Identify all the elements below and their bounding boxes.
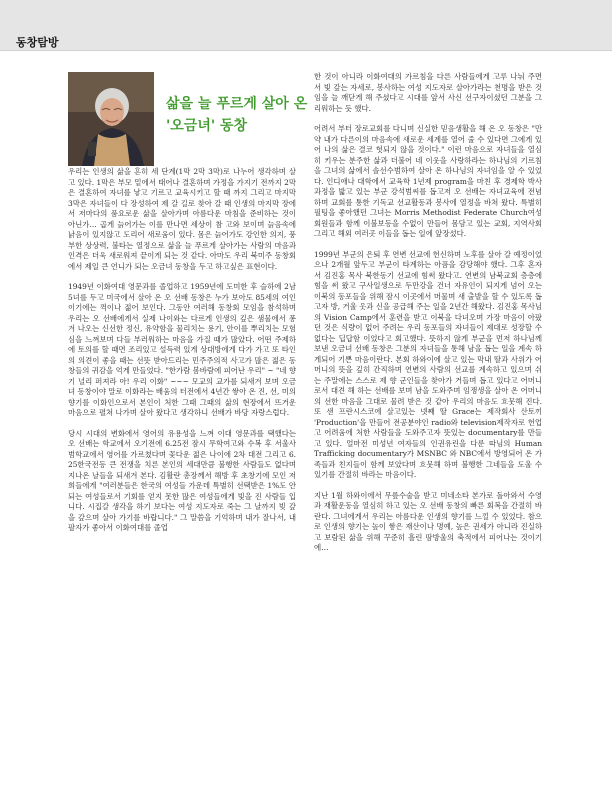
paragraph: 당시 시대의 변화에서 영어의 유용성을 느껴 이대 영문과를 택했다는 오 선배는 학교에서 오기전에 6.25전 잠시 무학여고와 수복 후 서울사범학교에서 영어를 가르쳤다며 꽃다운 젊은 나이에 2차 대전 그리고 6. 25한국전등 큰 전쟁을 치른 본인의 세대만큼 불행한 사람들도 없다며 지나온 날들을 되새겨 본다. 김활란 총장께서 해방 후 초창기에 모인 저희들에게 "여러분들은 한국의 여성들 가운데 특별히 선택받은 1%도 안 되는 여성들로서 기회를 얻지 못한 많은 여성들에게 빛을 진 사람들 입니다. 시집갈 생각을 하기 보다는 여성 지도자로 죽는 그 날까지 빚 갚을 갚으며 살아 가기를 바랍니다." 그 말씀을 기억하며 내가 잘나서, 내 팔자가 좋아서 이화여대를 졸업 [68, 428, 296, 532]
paragraph: 1999년 부군의 은퇴 후 연변 선교에 헌신하며 노후를 살아 갈 예정이었으나 2개월 앞두고 부군이 타계하는 아픔을 감당해야 했다. 그후 혼자서 김진홍 목사 북한동기 선교에 힘써 왔다고. 연변의 남북교회 층층에 힘을 써 왔고 구사일생으로 두만강을 건너 자유인이 되지게 넘어 오는 이북의 동포들을 위해 잠시 이곳에서 머물며 새 출발을 할 수 있도록 돕고자 방, 거울 옷과 신을 공급해 주는 일을 2년간 해왔다. 김진홍 목사님의 Vision Camp에서 훈련을 받고 이북을 다녀오며 가장 마음이 아팠던 것은 식량이 없어 주려는 우리 동포들의 자녀들이 제대로 성장할 수 없다는 딥답함 이었다고 회고했다. 뜻하지 않게 부군을 먼저 하나님께 보낸 오금녀 선배 동창은 그분의 자녀들을 통해 남을 돕는 일을 계속 하게되어 기쁜 마음이란다. 본회 하와이에 살고 있는 막내 딸과 사위가 어머니의 뜻을 깊히 간직하며 연변의 사람의 선교를 계속하고 있으며 쉬는 주말에는 스스로 제 향 군인들을 찾아가 거들며 돕고 있다고 어머니로서 대견 해 하는 선배를 보며 남을 도와주며 임쟁생을 살아 온 어머니의 선한 마음을 그대로 물려 받은 것 같아 우리의 마음도 흐뭇해 진다. 또 샌 프란시스코에 살고있는 넷째 딸 Grace는 제작회사 산토끼 'Production'을 만들어 전공분야인 radio와 television제작자로 헌업고 어려움에 처한 사람들을 도와주고자 뜻있는 documentary를 만들고 있다. 얼마전 미성년 여자들의 인권유린을 다룬 따님의 Human Trafficking documentary가 MSNBC 와 NBC에서 방영되어 온 가족들과 친지들이 함께 보았다며 흐뭇해 하며 불행한 그네들을 도울 수 있기를 간절히 바라는 마음이다. [314, 249, 543, 479]
portrait-image [68, 72, 154, 166]
title-line-1: 삶을 늘 푸르게 살아 온 [166, 96, 308, 112]
portrait-photo [68, 72, 154, 166]
paragraph: 1949년 이화여대 영문과를 졸업하고 1959년에 도미한 후 슬하에 2남 5녀를 두고 미국에서 살아 온 오 선배 동창은 누가 보아도 85세의 여인이기에는 꺽이나 젊어 보인다. 그동안 여러해 동창회 모임을 참석하며 우리는 오 선배에게서 실제 나이와는 다르게 인생의 깊은 샘물에서 퐁겨 나오는 신선한 정신, 유약함을 물리치는 용기, 안이를 뿌리치는 모험심을 느껴보며 다들 부러워하는 마음을 가질 때가 많았다. 어떤 주제하에 토의를 할 때면 조리있고 설득력 있게 상대방에게 다가 가고 또 타인의 의견이 좋을 때는 선뜻 받아드리는 민주주의적 사고가 많은 젊은 동창들의 귀감을 억게 만들었다. "한가람 봄바람에 피어난 우리" ~ "네 향기 널리 퍼져라 아! 우리 이화" ~~~ 모교의 교가를 되새겨 보며 오금녀 동창이야 말로 이화라는 배움의 터전에서 4년간 쌓아 온 진, 선, 미의 향기를 이화인으로서 본인이 처한 그때 그때의 삶의 현장에서 뜨거운 마음으로 펼쳐 나가며 살아 왔다고 생각하니 선배가 바당 자랑스럽다. [68, 282, 297, 417]
header-band [0, 0, 612, 51]
paragraph: 어려서 부터 장로교회를 다니며 신실한 믿음생활을 해 온 오 동창은 "만약 내가 다른이의 마음속에 새로운 세계를 열어 줄 수 있다면 그에게 있어 나의 삶은 결코 헛되지 않을 것이다." 이런 마음으로 자녀들을 열심히 키우는 분주한 삶과 더불어 네 이웃을 사랑하라는 하나님의 기르침을 그녀의 삶에서 솔선수범하여 살아 온 하나님의 자녀임을 알 수 있었다. 인디애나 대학에서 교육학 1년제 program을 마친 후 경제학 박사과정을 밟고 있는 부군 강석범씨를 돕고저 오 선배는 자녀교육에 전념하며 교회를 통한 기독교 선교활동과 봉사에 열정을 바쳐 왔다. 특별히 필팅을 좋아했던 그녀는 Morris Methodist Federate Church여성회원들과 함께 이불보등을 수없이 만들어 몸담고 있는 교회, 지역사회 그리고 해외 여러곳 이들을 돕는 일에 앞장섰다. [314, 124, 542, 238]
paragraph: 한 것이 아니라 이화여대의 가르침을 다른 사람들에게 고루 나눠 주면서 빛 갚는 자세로, 봉사하는 여성 지도자로 살아가라는 천명을 받은 것임을 늘 깨닫게 해 주셨다고 시대를 앞서 사신 선구자이셨던 그분을 그리워하는 듯 했다. [314, 72, 542, 113]
paragraph: 우리는 인생의 삶을 흔히 세 단계(1막 2막 3막)로 나누어 생각하며 살고 있다. 1막은 부모 밑에서 태어나 결혼하며 가정을 가지기 전까지 2막은 결혼하여 자녀를 낳고 기르고 교육시키고 할 때 까지 그리고 마지막 3막은 자녀들이 다 장성하여 제 갈 길로 찾아 갈 때 인생의 마지막 장에서 저마다의 품요로운 삶을 살아가며 아름다운 마침을 준비하는 것이 아닌가… 곱게 늙어가는 이를 만나면 세상이 참 고와 보이며 늙음속에 낡음이 있지않고 도리어 새로움이 있다. 몸은 늙어가도 강인한 의지, 풍부한 상상력, 불타는 열정으로 삶을 늘 푸르게 살아가는 사람의 마음과 인격은 더욱 새로워져 끝이게 되는 것 같다. 아마도 우리 북미주 동창회에서 제일 큰 언니가 되는 오금녀 동창을 두고 하고싶은 표현이다. [68, 167, 297, 271]
section-label: 동창탐방 [16, 36, 59, 49]
title-line-2: '오금녀' 동창 [166, 118, 248, 134]
right-column [314, 72, 542, 564]
paragraph: 지난 1월 하와이에서 무릎수술을 받고 미네소타 본가로 돌아와서 수영과 재활운동을 열심히 하고 있는 오 선배 동창의 빠른 회복을 간절히 바란다. 그녀에게서 우리는 아름다운 인생의 향기를 느낄 수 있었다. 참으로 인생의 향기는 높이 쌓은 재산이나 명예, 높은 권세가 아니라 진실하고 보람된 삶을 위해 꾸준히 흘린 땀방울의 축적에서 피어나는 것이기에… [314, 490, 542, 552]
article-title [166, 93, 306, 137]
left-column [68, 167, 296, 544]
